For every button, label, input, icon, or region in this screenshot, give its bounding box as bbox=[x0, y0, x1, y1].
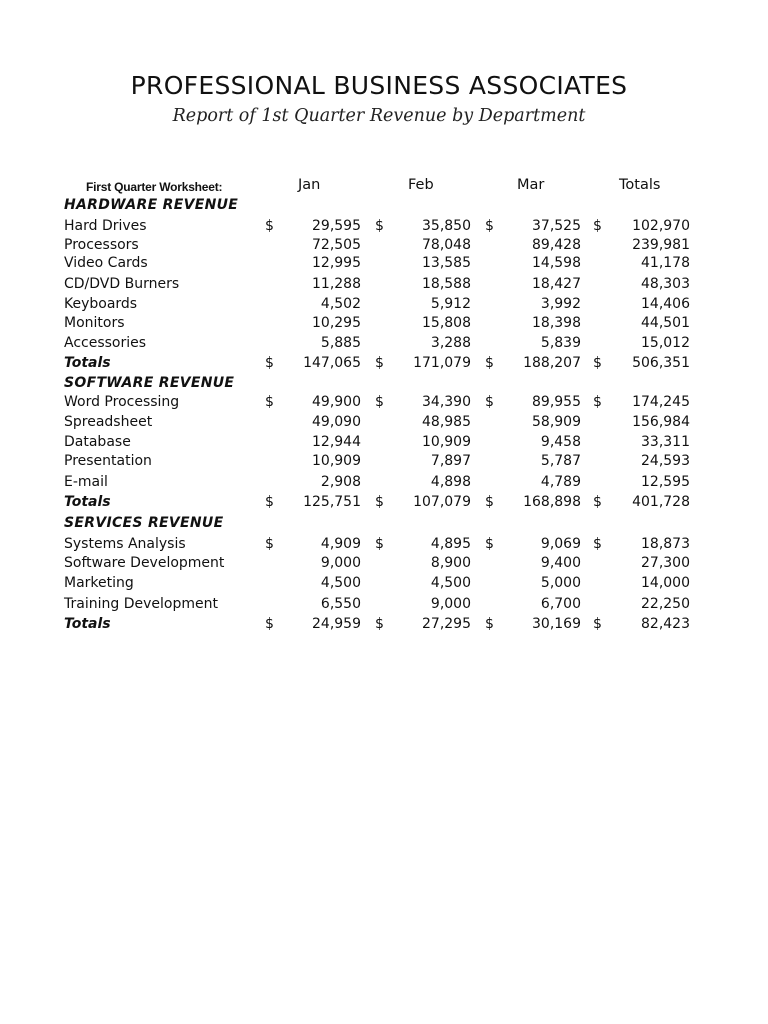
value-cell: 33,311 bbox=[641, 434, 690, 450]
total-value-cell: 107,079 bbox=[413, 494, 471, 510]
value-cell: 27,300 bbox=[641, 555, 690, 571]
value-cell: 4,500 bbox=[430, 575, 471, 591]
value-cell: 4,909 bbox=[320, 536, 361, 552]
worksheet-label: First Quarter Worksheet: bbox=[86, 180, 223, 194]
currency-symbol: $ bbox=[375, 536, 384, 552]
currency-symbol: $ bbox=[485, 616, 494, 632]
value-cell: 102,970 bbox=[632, 218, 690, 234]
value-cell: 9,000 bbox=[320, 555, 361, 571]
value-cell: 72,505 bbox=[312, 237, 361, 253]
totals-label: Totals bbox=[64, 494, 111, 510]
value-cell: 4,789 bbox=[540, 474, 581, 490]
value-cell: 89,955 bbox=[532, 394, 581, 410]
value-cell: 3,992 bbox=[540, 296, 581, 312]
currency-symbol: $ bbox=[485, 536, 494, 552]
row-label: E-mail bbox=[64, 474, 108, 490]
currency-symbol: $ bbox=[485, 394, 494, 410]
value-cell: 48,985 bbox=[422, 414, 471, 430]
value-cell: 34,390 bbox=[422, 394, 471, 410]
section-heading: HARDWARE REVENUE bbox=[64, 197, 239, 213]
column-header: Feb bbox=[408, 177, 434, 193]
value-cell: 5,787 bbox=[540, 453, 581, 469]
value-cell: 9,000 bbox=[430, 596, 471, 612]
value-cell: 174,245 bbox=[632, 394, 690, 410]
value-cell: 78,048 bbox=[422, 237, 471, 253]
value-cell: 239,981 bbox=[632, 237, 690, 253]
value-cell: 18,873 bbox=[641, 536, 690, 552]
value-cell: 49,090 bbox=[312, 414, 361, 430]
value-cell: 9,458 bbox=[540, 434, 581, 450]
currency-symbol: $ bbox=[593, 536, 602, 552]
report-subtitle: Report of 1st Quarter Revenue by Department bbox=[172, 106, 586, 126]
row-label: Spreadsheet bbox=[64, 414, 153, 430]
total-value-cell: 188,207 bbox=[523, 355, 581, 371]
value-cell: 89,428 bbox=[532, 237, 581, 253]
value-cell: 3,288 bbox=[430, 335, 471, 351]
row-label: Systems Analysis bbox=[64, 536, 186, 552]
currency-symbol: $ bbox=[375, 494, 384, 510]
currency-symbol: $ bbox=[265, 394, 274, 410]
currency-symbol: $ bbox=[593, 218, 602, 234]
currency-symbol: $ bbox=[593, 355, 602, 371]
value-cell: 41,178 bbox=[641, 255, 690, 271]
currency-symbol: $ bbox=[593, 394, 602, 410]
report-title: PROFESSIONAL BUSINESS ASSOCIATES bbox=[130, 71, 628, 100]
total-value-cell: 24,959 bbox=[312, 616, 361, 632]
value-cell: 5,839 bbox=[540, 335, 581, 351]
value-cell: 9,400 bbox=[540, 555, 581, 571]
value-cell: 6,550 bbox=[320, 596, 361, 612]
value-cell: 12,995 bbox=[312, 255, 361, 271]
total-value-cell: 171,079 bbox=[413, 355, 471, 371]
total-value-cell: 401,728 bbox=[632, 494, 690, 510]
value-cell: 22,250 bbox=[641, 596, 690, 612]
value-cell: 37,525 bbox=[532, 218, 581, 234]
value-cell: 9,069 bbox=[540, 536, 581, 552]
value-cell: 8,900 bbox=[430, 555, 471, 571]
currency-symbol: $ bbox=[375, 355, 384, 371]
value-cell: 156,984 bbox=[632, 414, 690, 430]
totals-label: Totals bbox=[64, 355, 111, 371]
currency-symbol: $ bbox=[485, 218, 494, 234]
row-label: Presentation bbox=[64, 453, 152, 469]
value-cell: 15,012 bbox=[641, 335, 690, 351]
row-label: Video Cards bbox=[64, 255, 148, 271]
value-cell: 13,585 bbox=[422, 255, 471, 271]
value-cell: 10,909 bbox=[312, 453, 361, 469]
row-label: Training Development bbox=[64, 596, 218, 612]
currency-symbol: $ bbox=[593, 616, 602, 632]
value-cell: 14,000 bbox=[641, 575, 690, 591]
value-cell: 2,908 bbox=[320, 474, 361, 490]
total-value-cell: 168,898 bbox=[523, 494, 581, 510]
currency-symbol: $ bbox=[375, 394, 384, 410]
value-cell: 5,912 bbox=[430, 296, 471, 312]
totals-label: Totals bbox=[64, 616, 111, 632]
value-cell: 44,501 bbox=[641, 315, 690, 331]
value-cell: 49,900 bbox=[312, 394, 361, 410]
value-cell: 4,502 bbox=[320, 296, 361, 312]
row-label: Database bbox=[64, 434, 131, 450]
total-value-cell: 30,169 bbox=[532, 616, 581, 632]
value-cell: 12,595 bbox=[641, 474, 690, 490]
currency-symbol: $ bbox=[265, 218, 274, 234]
value-cell: 10,909 bbox=[422, 434, 471, 450]
value-cell: 5,000 bbox=[540, 575, 581, 591]
row-label: Accessories bbox=[64, 335, 147, 351]
column-header: Jan bbox=[298, 177, 321, 193]
value-cell: 4,895 bbox=[430, 536, 471, 552]
row-label: Software Development bbox=[64, 555, 225, 571]
row-label: Word Processing bbox=[64, 394, 180, 410]
value-cell: 10,295 bbox=[312, 315, 361, 331]
value-cell: 18,588 bbox=[422, 276, 471, 292]
currency-symbol: $ bbox=[593, 494, 602, 510]
column-header: Totals bbox=[619, 177, 661, 193]
value-cell: 11,288 bbox=[312, 276, 361, 292]
row-label: CD/DVD Burners bbox=[64, 276, 180, 292]
value-cell: 18,398 bbox=[532, 315, 581, 331]
currency-symbol: $ bbox=[485, 494, 494, 510]
row-label: Hard Drives bbox=[64, 218, 147, 234]
total-value-cell: 147,065 bbox=[303, 355, 361, 371]
section-heading: SERVICES REVENUE bbox=[64, 515, 224, 531]
value-cell: 29,595 bbox=[312, 218, 361, 234]
row-label: Processors bbox=[64, 237, 139, 253]
value-cell: 58,909 bbox=[532, 414, 581, 430]
total-value-cell: 506,351 bbox=[632, 355, 690, 371]
section-heading: SOFTWARE REVENUE bbox=[64, 375, 235, 391]
value-cell: 35,850 bbox=[422, 218, 471, 234]
total-value-cell: 27,295 bbox=[422, 616, 471, 632]
value-cell: 18,427 bbox=[532, 276, 581, 292]
value-cell: 5,885 bbox=[320, 335, 361, 351]
value-cell: 14,406 bbox=[641, 296, 690, 312]
value-cell: 12,944 bbox=[312, 434, 361, 450]
currency-symbol: $ bbox=[265, 536, 274, 552]
column-header: Mar bbox=[517, 177, 545, 193]
value-cell: 6,700 bbox=[540, 596, 581, 612]
currency-symbol: $ bbox=[265, 616, 274, 632]
currency-symbol: $ bbox=[265, 494, 274, 510]
value-cell: 4,500 bbox=[320, 575, 361, 591]
total-value-cell: 82,423 bbox=[641, 616, 690, 632]
total-value-cell: 125,751 bbox=[303, 494, 361, 510]
currency-symbol: $ bbox=[485, 355, 494, 371]
currency-symbol: $ bbox=[265, 355, 274, 371]
value-cell: 48,303 bbox=[641, 276, 690, 292]
currency-symbol: $ bbox=[375, 218, 384, 234]
currency-symbol: $ bbox=[375, 616, 384, 632]
row-label: Monitors bbox=[64, 315, 125, 331]
row-label: Marketing bbox=[64, 575, 134, 591]
value-cell: 14,598 bbox=[532, 255, 581, 271]
value-cell: 4,898 bbox=[430, 474, 471, 490]
value-cell: 7,897 bbox=[430, 453, 471, 469]
value-cell: 24,593 bbox=[641, 453, 690, 469]
row-label: Keyboards bbox=[64, 296, 138, 312]
value-cell: 15,808 bbox=[422, 315, 471, 331]
